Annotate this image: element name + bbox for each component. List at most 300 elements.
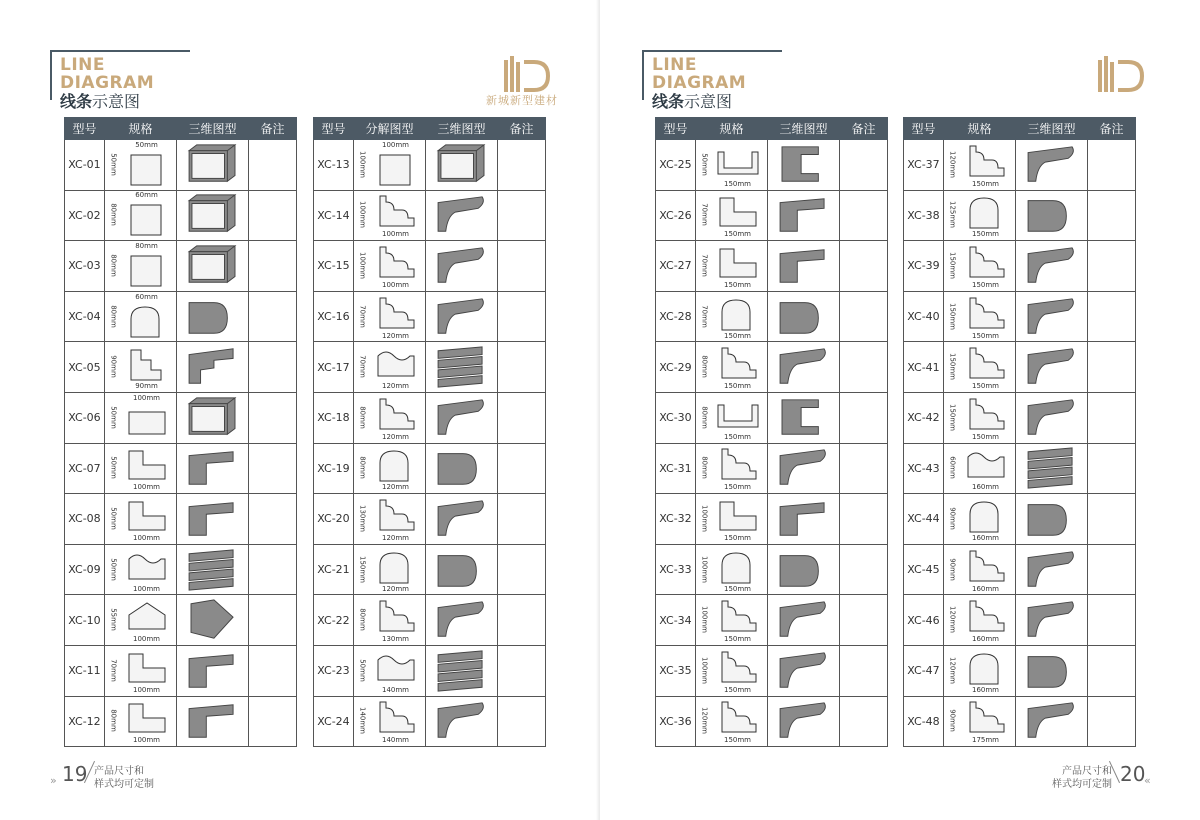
profile-outline-icon (123, 547, 171, 587)
moulding-3d-face (191, 406, 224, 431)
model-code: XC-15 (314, 241, 354, 292)
catalog-table-3 (655, 117, 888, 747)
height-dimension: 70mm (700, 203, 708, 227)
width-dimension: 60mm (135, 191, 158, 200)
moulding-3d-icon (184, 143, 242, 187)
model-code: XC-35 (656, 645, 696, 696)
moulding-3d-path (189, 503, 233, 536)
spec-cell (105, 443, 177, 494)
moulding-3d-icon (184, 345, 242, 389)
height-dimension: 100mm (358, 251, 366, 279)
moulding-3d-icon (184, 649, 242, 693)
model-3d-cell (426, 291, 498, 342)
spec-drawing (947, 243, 1013, 289)
spec-drawing (947, 294, 1013, 340)
model-3d-cell (426, 443, 498, 494)
model-code: XC-18 (314, 392, 354, 443)
model-3d-cell (426, 241, 498, 292)
note-cell (840, 443, 888, 494)
height-dimension: 90mm (948, 709, 956, 733)
moulding-3d-path (438, 347, 482, 387)
model-code: XC-48 (904, 696, 944, 747)
model-3d-cell (426, 696, 498, 747)
spec-cell (354, 595, 426, 646)
height-dimension: 80mm (109, 203, 117, 227)
profile-outline-icon (962, 395, 1010, 435)
height-dimension: 80mm (109, 709, 117, 733)
moulding-3d-icon (1023, 446, 1081, 490)
height-dimension: 50mm (358, 658, 366, 682)
note-cell (249, 645, 297, 696)
profile-path (722, 300, 750, 330)
spec-cell (354, 291, 426, 342)
spec-drawing (357, 395, 423, 441)
model-code: XC-12 (65, 696, 105, 747)
moulding-3d-path (1028, 551, 1073, 585)
profile-outline-icon (372, 294, 420, 334)
model-code: XC-04 (65, 291, 105, 342)
spec-drawing (947, 445, 1013, 491)
moulding-3d-path (438, 501, 483, 535)
height-dimension: 100mm (700, 606, 708, 634)
width-dimension: 120mm (382, 382, 409, 391)
profile-outline-icon (962, 294, 1010, 334)
profile-outline-icon (372, 698, 420, 738)
profile-path (129, 654, 165, 682)
footer-line-2: 样式均可定制 (1052, 779, 1112, 790)
table-header-row (65, 118, 297, 140)
width-dimension: 100mm (133, 635, 160, 644)
model-code: XC-08 (65, 494, 105, 545)
model-code: XC-31 (656, 443, 696, 494)
table-row (904, 443, 1136, 494)
table-row (656, 544, 888, 595)
table-row (656, 494, 888, 545)
table-row (314, 494, 546, 545)
height-dimension: 90mm (109, 355, 117, 378)
model-code: XC-33 (656, 544, 696, 595)
note-cell (498, 494, 546, 545)
model-3d-cell (177, 342, 249, 393)
profile-path (380, 399, 414, 429)
height-dimension: 100mm (358, 201, 366, 229)
moulding-3d-icon (775, 193, 833, 237)
profile-outline-icon (714, 243, 762, 283)
moulding-3d-path (189, 549, 233, 589)
note-cell (249, 342, 297, 393)
width-dimension: 150mm (724, 280, 751, 289)
spec-cell (944, 241, 1016, 292)
table-row (656, 190, 888, 241)
profile-path (970, 348, 1004, 378)
profile-path (720, 249, 756, 277)
note-cell (840, 190, 888, 241)
profile-outline-icon (714, 142, 762, 182)
spec-cell (944, 342, 1016, 393)
column-header: 分解图型 (354, 118, 426, 140)
note-cell (1088, 140, 1136, 191)
width-dimension: 100mm (382, 280, 409, 289)
note-cell (249, 190, 297, 241)
moulding-3d-path (438, 400, 483, 434)
model-code: XC-16 (314, 291, 354, 342)
width-dimension: 150mm (972, 179, 999, 188)
note-cell (498, 696, 546, 747)
note-cell (840, 241, 888, 292)
table-row (904, 595, 1136, 646)
width-dimension: 130mm (382, 635, 409, 644)
table-row (65, 645, 297, 696)
model-3d-cell (426, 544, 498, 595)
width-dimension: 160mm (972, 584, 999, 593)
brand-chinese (60, 92, 190, 112)
spec-drawing (357, 648, 423, 694)
moulding-3d-icon (433, 598, 491, 642)
height-dimension: 100mm (700, 504, 708, 532)
spec-cell (354, 443, 426, 494)
brand-cn-light: 示意图 (92, 92, 141, 111)
moulding-3d-icon (775, 446, 833, 490)
profile-path (970, 198, 998, 228)
table-row (65, 595, 297, 646)
height-dimension: 80mm (700, 456, 708, 480)
model-code: XC-27 (656, 241, 696, 292)
profile-path (129, 704, 165, 732)
table-row (65, 342, 297, 393)
spec-drawing (108, 445, 174, 491)
model-3d-cell (177, 494, 249, 545)
spec-cell (696, 190, 768, 241)
width-dimension: 150mm (724, 736, 751, 745)
height-dimension: 50mm (109, 507, 117, 530)
moulding-3d-icon (775, 598, 833, 642)
width-dimension: 100mm (133, 533, 160, 542)
model-3d-cell (426, 190, 498, 241)
moulding-3d-icon (433, 396, 491, 440)
profile-path (129, 412, 165, 434)
moulding-3d-icon (1023, 649, 1081, 693)
model-code: XC-45 (904, 544, 944, 595)
column-header: 型号 (314, 118, 354, 140)
profile-path (380, 451, 408, 481)
height-dimension: 80mm (358, 405, 366, 429)
width-dimension: 140mm (382, 736, 409, 745)
width-dimension: 90mm (135, 382, 158, 391)
profile-path (378, 656, 414, 680)
catalog-table-4 (903, 117, 1136, 747)
footer-line-2: 样式均可定制 (94, 779, 154, 790)
width-dimension: 150mm (724, 635, 751, 644)
table-header-row (314, 118, 546, 140)
profile-outline-icon (714, 698, 762, 738)
table-row (656, 241, 888, 292)
table-row (314, 291, 546, 342)
model-code: XC-20 (314, 494, 354, 545)
spec-drawing (357, 597, 423, 643)
profile-path (718, 405, 758, 427)
moulding-3d-path (1028, 147, 1073, 181)
model-3d-cell (768, 190, 840, 241)
moulding-3d-path (189, 705, 233, 738)
moulding-3d-face (440, 153, 473, 178)
column-header: 备注 (840, 118, 888, 140)
profile-outline-icon (962, 192, 1010, 232)
spec-cell (696, 140, 768, 191)
footer-note (94, 765, 154, 791)
model-3d-cell (768, 595, 840, 646)
model-3d-cell (1016, 342, 1088, 393)
width-dimension: 120mm (382, 432, 409, 441)
moulding-3d-icon (1023, 548, 1081, 592)
height-dimension: 55mm (109, 608, 117, 631)
note-cell (498, 595, 546, 646)
profile-outline-icon (123, 149, 171, 189)
column-header: 型号 (904, 118, 944, 140)
moulding-3d-path (780, 703, 825, 737)
table-row (65, 190, 297, 241)
footer-arrow-icon: » (50, 774, 57, 787)
note-cell (1088, 696, 1136, 747)
table-row (904, 392, 1136, 443)
model-code: XC-42 (904, 392, 944, 443)
model-code: XC-44 (904, 494, 944, 545)
profile-outline-icon (372, 648, 420, 688)
height-dimension: 100mm (700, 555, 708, 583)
profile-path (722, 601, 756, 631)
profile-outline-icon (372, 149, 420, 189)
moulding-3d-path (1028, 602, 1073, 636)
model-code: XC-43 (904, 443, 944, 494)
table-row (314, 140, 546, 191)
model-code: XC-41 (904, 342, 944, 393)
height-dimension: 140mm (358, 707, 366, 735)
profile-outline-icon (123, 402, 171, 442)
profile-path (131, 350, 161, 380)
page-number: 19 (62, 762, 88, 786)
moulding-3d-icon (775, 497, 833, 541)
moulding-3d-path (782, 400, 818, 434)
width-dimension: 100mm (133, 584, 160, 593)
model-code: XC-07 (65, 443, 105, 494)
column-header: 三维图型 (768, 118, 840, 140)
brand-box (50, 50, 190, 111)
table-row (656, 140, 888, 191)
spec-drawing (699, 344, 765, 390)
spec-cell (944, 443, 1016, 494)
moulding-3d-icon (775, 396, 833, 440)
spec-drawing (108, 597, 174, 643)
brand-english: LINE DIAGRAM (652, 55, 747, 93)
table-row (65, 443, 297, 494)
logo-text: 新城新型建材 (486, 94, 558, 107)
table-row (904, 190, 1136, 241)
table-row (65, 494, 297, 545)
model-code: XC-03 (65, 241, 105, 292)
moulding-3d-path (438, 197, 483, 231)
spec-cell (944, 544, 1016, 595)
footer-arrow-icon: « (1144, 774, 1151, 787)
moulding-3d-face (191, 153, 224, 178)
spec-drawing (357, 142, 423, 188)
table-row (656, 291, 888, 342)
height-dimension: 90mm (948, 557, 956, 581)
spec-cell (944, 645, 1016, 696)
note-cell (840, 696, 888, 747)
model-code: XC-34 (656, 595, 696, 646)
spec-drawing (108, 142, 174, 188)
note-cell (840, 544, 888, 595)
model-code: XC-32 (656, 494, 696, 545)
spec-drawing (699, 597, 765, 643)
moulding-3d-icon (1023, 497, 1081, 541)
moulding-3d-icon (184, 446, 242, 490)
model-code: XC-38 (904, 190, 944, 241)
footer-line-1: 产品尺寸和 (1062, 766, 1112, 777)
moulding-3d-icon (184, 699, 242, 743)
profile-path (380, 247, 414, 277)
height-dimension: 50mm (109, 153, 117, 176)
spec-cell (696, 392, 768, 443)
spec-cell (105, 595, 177, 646)
spec-cell (944, 696, 1016, 747)
model-3d-cell (177, 696, 249, 747)
profile-outline-icon (714, 192, 762, 232)
column-header: 三维图型 (1016, 118, 1088, 140)
model-3d-cell (1016, 190, 1088, 241)
spec-cell (944, 392, 1016, 443)
height-dimension: 70mm (358, 304, 366, 328)
note-cell (1088, 595, 1136, 646)
model-code: XC-21 (314, 544, 354, 595)
profile-outline-icon (123, 597, 171, 637)
moulding-3d-icon (1023, 598, 1081, 642)
spec-drawing (108, 648, 174, 694)
width-dimension: 160mm (972, 483, 999, 492)
profile-path (380, 196, 414, 226)
moulding-3d-icon (433, 548, 491, 592)
model-3d-cell (768, 494, 840, 545)
moulding-3d-icon (433, 649, 491, 693)
profile-outline-icon (372, 445, 420, 485)
moulding-3d-path (780, 653, 825, 687)
model-3d-cell (177, 392, 249, 443)
moulding-3d-icon (433, 345, 491, 389)
moulding-3d-icon (775, 143, 833, 187)
moulding-3d-icon (433, 699, 491, 743)
model-code: XC-01 (65, 140, 105, 191)
note-cell (498, 190, 546, 241)
profile-outline-icon (123, 496, 171, 536)
model-code: XC-47 (904, 645, 944, 696)
moulding-3d-icon (184, 193, 242, 237)
moulding-3d-icon (1023, 345, 1081, 389)
model-3d-cell (768, 140, 840, 191)
profile-outline-icon (372, 344, 420, 384)
profile-outline-icon (123, 445, 171, 485)
moulding-3d-icon (433, 244, 491, 288)
brand-header (50, 50, 190, 111)
height-dimension: 80mm (700, 355, 708, 378)
profile-outline-icon (372, 192, 420, 232)
model-code: XC-14 (314, 190, 354, 241)
spec-cell (354, 342, 426, 393)
width-dimension: 150mm (724, 584, 751, 593)
table-row (65, 544, 297, 595)
moulding-3d-icon (184, 548, 242, 592)
model-code: XC-11 (65, 645, 105, 696)
table-row (314, 342, 546, 393)
model-3d-cell (1016, 544, 1088, 595)
height-dimension: 60mm (948, 456, 956, 480)
model-code: XC-09 (65, 544, 105, 595)
model-3d-cell (1016, 595, 1088, 646)
note-cell (840, 595, 888, 646)
model-code: XC-36 (656, 696, 696, 747)
profile-outline-icon (962, 344, 1010, 384)
model-code: XC-30 (656, 392, 696, 443)
moulding-3d-path (780, 199, 824, 232)
profile-path (378, 352, 414, 376)
profile-path (129, 451, 165, 479)
model-3d-cell (177, 291, 249, 342)
profile-path (970, 654, 998, 684)
spec-drawing (108, 192, 174, 238)
note-cell (249, 494, 297, 545)
moulding-3d-path (438, 555, 476, 586)
spec-cell (354, 392, 426, 443)
profile-outline-icon (123, 648, 171, 688)
model-3d-cell (768, 291, 840, 342)
note-cell (498, 392, 546, 443)
model-3d-cell (1016, 696, 1088, 747)
height-dimension: 150mm (948, 403, 956, 431)
moulding-3d-path (1028, 448, 1072, 488)
height-dimension: 100mm (358, 150, 366, 178)
spec-cell (105, 544, 177, 595)
moulding-3d-path (438, 248, 483, 282)
profile-path (970, 146, 1004, 176)
column-header: 型号 (65, 118, 105, 140)
profile-path (722, 449, 756, 479)
moulding-3d-path (1028, 349, 1073, 383)
spec-cell (105, 392, 177, 443)
model-code: XC-39 (904, 241, 944, 292)
height-dimension: 50mm (109, 557, 117, 581)
profile-outline-icon (372, 496, 420, 536)
width-dimension: 150mm (724, 230, 751, 239)
spec-cell (696, 645, 768, 696)
width-dimension: 150mm (724, 685, 751, 694)
spec-cell (944, 595, 1016, 646)
width-dimension: 100mm (133, 685, 160, 694)
model-3d-cell (768, 696, 840, 747)
moulding-3d-icon (184, 244, 242, 288)
table-row (656, 342, 888, 393)
profile-outline-icon (372, 547, 420, 587)
height-dimension: 120mm (948, 656, 956, 684)
table-row (65, 696, 297, 747)
moulding-3d-icon (1023, 143, 1081, 187)
moulding-3d-icon (775, 295, 833, 339)
model-3d-cell (426, 140, 498, 191)
table-row (314, 392, 546, 443)
width-dimension: 150mm (972, 331, 999, 340)
width-dimension: 80mm (135, 241, 158, 250)
table-row (904, 342, 1136, 393)
width-dimension: 150mm (724, 483, 751, 492)
note-cell (840, 645, 888, 696)
profile-path (380, 298, 414, 328)
